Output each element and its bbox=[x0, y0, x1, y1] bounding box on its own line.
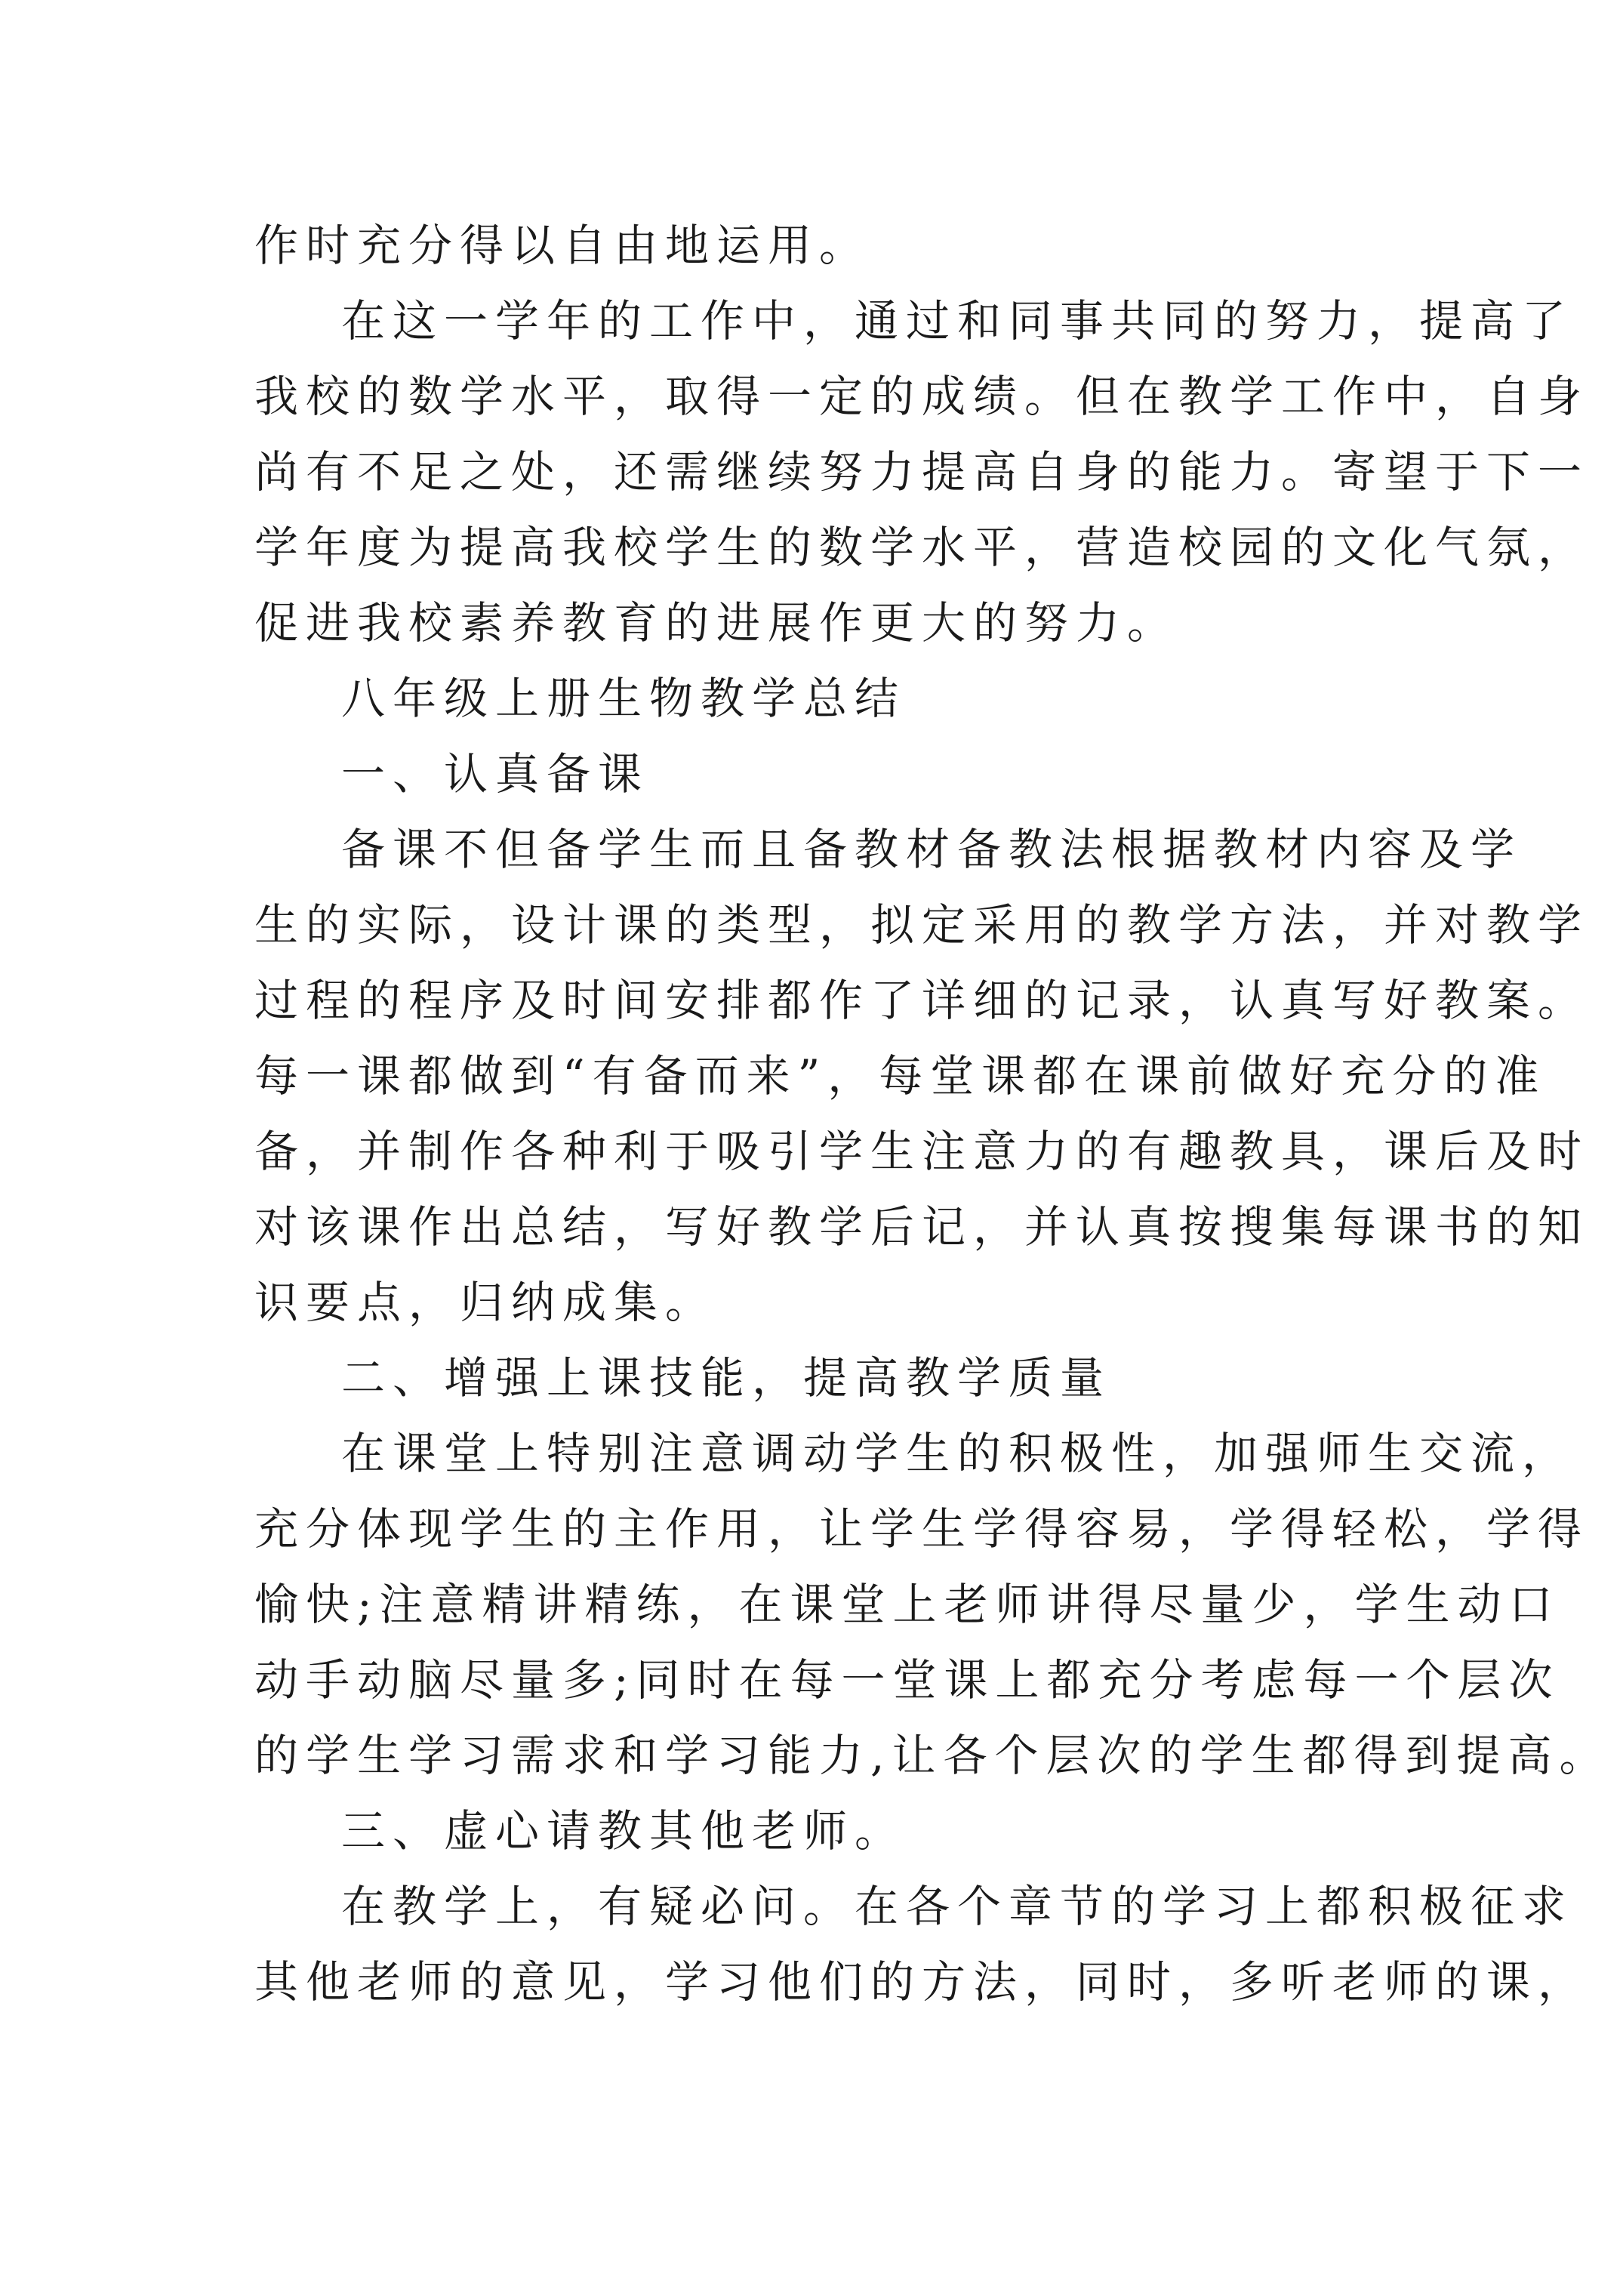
text-line: 的学生学习需求和学习能力,让各个层次的学生都得到提高。 bbox=[254, 1730, 1611, 1781]
section-heading: 二、增强上课技能，提高教学质量 bbox=[341, 1352, 1112, 1404]
text-line: 尚有不足之处，还需继续努力提高自身的能力。寄望于下一 bbox=[254, 446, 1590, 498]
text-line: 每一课都做到“有备而来”，每堂课都在课前做好充分的准 bbox=[254, 1050, 1547, 1102]
text-line: 动手动脑尽量多;同时在每一堂课上都充分考虑每一个层次 bbox=[254, 1654, 1560, 1706]
section-heading: 三、虚心请教其他老师。 bbox=[341, 1805, 907, 1857]
section-heading: 一、认真备课 bbox=[341, 748, 650, 800]
text-line: 我校的数学水平，取得一定的成绩。但在教学工作中，自身 bbox=[254, 371, 1590, 422]
text-line: 备，并制作各种利于吸引学生注意力的有趣教具，课后及时 bbox=[254, 1126, 1590, 1177]
paragraph-first-line: 在教学上，有疑必问。在各个章节的学习上都积极征求 bbox=[341, 1881, 1574, 1932]
text-line: 识要点，归纳成集。 bbox=[254, 1277, 717, 1328]
paragraph-first-line: 在这一学年的工作中，通过和同事共同的努力，提高了 bbox=[341, 295, 1574, 347]
text-line: 过程的程序及时间安排都作了详细的记录，认真写好教案。 bbox=[254, 975, 1590, 1026]
text-line: 其他老师的意见，学习他们的方法，同时，多听老师的课， bbox=[254, 1956, 1590, 2008]
text-line: 充分体现学生的主作用，让学生学得容易，学得轻松，学得 bbox=[254, 1503, 1590, 1555]
text-line: 促进我校素养教育的进展作更大的努力。 bbox=[254, 597, 1179, 649]
paragraph-first-line: 在课堂上特别注意调动学生的积极性，加强师生交流， bbox=[341, 1428, 1574, 1479]
paragraph-first-line: 备课不但备学生而且备教材备教法根据教材内容及学 bbox=[341, 824, 1523, 875]
section-title: 八年级上册生物教学总结 bbox=[341, 673, 907, 724]
text-line: 作时充分得以自由地运用。 bbox=[254, 220, 871, 271]
text-line: 对该课作出总结，写好教学后记，并认真按搜集每课书的知 bbox=[254, 1201, 1590, 1253]
text-line: 生的实际，设计课的类型，拟定采用的教学方法，并对教学 bbox=[254, 899, 1590, 951]
text-line: 愉快;注意精讲精练，在课堂上老师讲得尽量少，学生动口 bbox=[254, 1579, 1560, 1630]
text-line: 学年度为提高我校学生的数学水平，营造校园的文化气氛， bbox=[254, 522, 1590, 573]
